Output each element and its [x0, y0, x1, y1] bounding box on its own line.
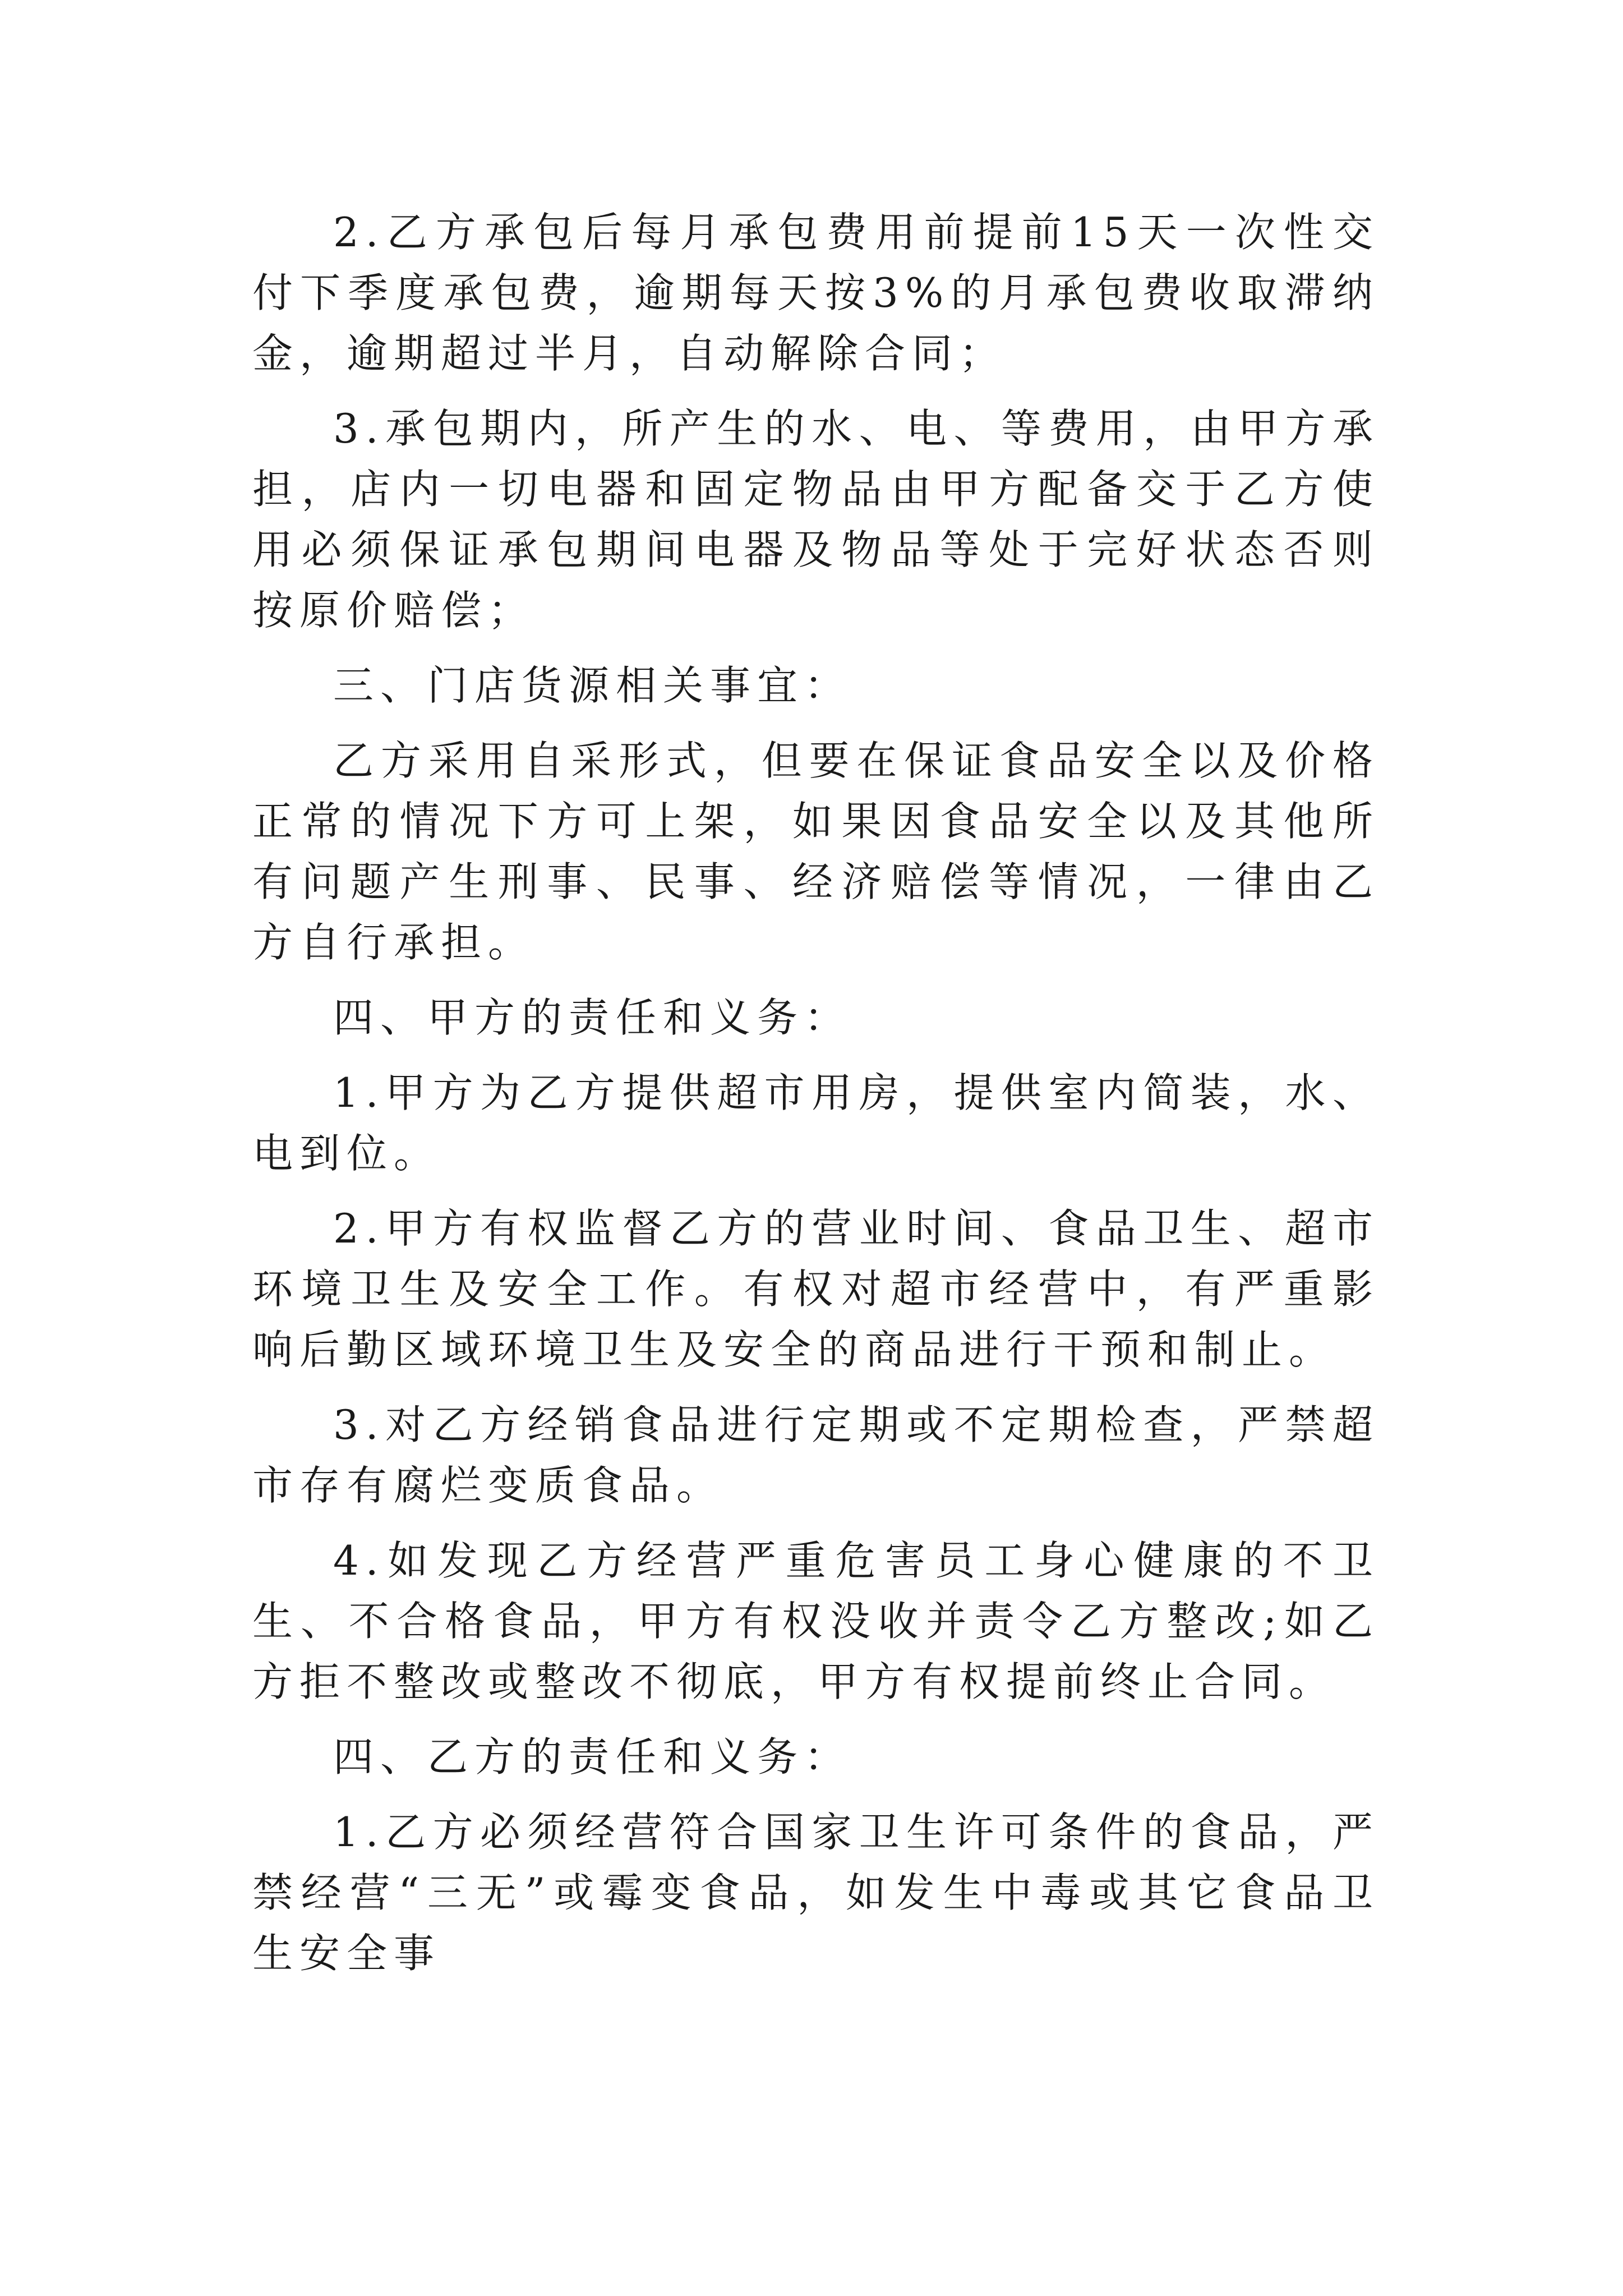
- section-heading-party-a-duties: 四、甲方的责任和义务：: [333, 994, 852, 1041]
- paragraph-party-a-confiscation: 4.如发现乙方经营严重危害员工身心健康的不卫生、不合格食品，甲方有权没收并责令乙方整改;如乙方拒不整改或整改不彻底，甲方有权提前终止合同。: [252, 1537, 1380, 1705]
- paragraph-self-sourcing: 乙方采用自采形式，但要在保证食品安全以及价格正常的情况下方可上架，如果因食品安全以及其他所有问题产生刑事、民事、经济赔偿等情况，一律由乙方自行承担。: [252, 737, 1380, 966]
- section-heading-party-b-duties: 四、乙方的责任和义务：: [333, 1733, 852, 1780]
- paragraph-fee-payment: 2.乙方承包后每月承包费用前提前15天一次性交付下季度承包费，逾期每天按3%的月承包费收取滞纳金，逾期超过半月，自动解除合同；: [252, 209, 1380, 377]
- paragraph-party-a-supervision: 2.甲方有权监督乙方的营业时间、食品卫生、超市环境卫生及安全工作。有权对超市经营中，有严重影响后勤区域环境卫生及安全的商品进行干预和制止。: [252, 1205, 1380, 1373]
- paragraph-party-a-premises: 1.甲方为乙方提供超市用房，提供室内简装，水、电到位。: [252, 1069, 1380, 1177]
- section-heading-supply: 三、门店货源相关事宜：: [333, 662, 852, 709]
- paragraph-party-b-licensed-food: 1.乙方必须经营符合国家卫生许可条件的食品，严禁经营“三无”或霉变食品，如发生中毒或其它食品卫生安全事: [252, 1809, 1380, 1977]
- paragraph-utilities-equipment: 3.承包期内，所产生的水、电、等费用，由甲方承担，店内一切电器和固定物品由甲方配备交于乙方使用必须保证承包期间电器及物品等处于完好状态否则按原价赔偿；: [252, 405, 1380, 634]
- document-body: [252, 202, 1380, 1984]
- paragraph-party-a-inspection: 3.对乙方经销食品进行定期或不定期检查，严禁超市存有腐烂变质食品。: [252, 1401, 1380, 1509]
